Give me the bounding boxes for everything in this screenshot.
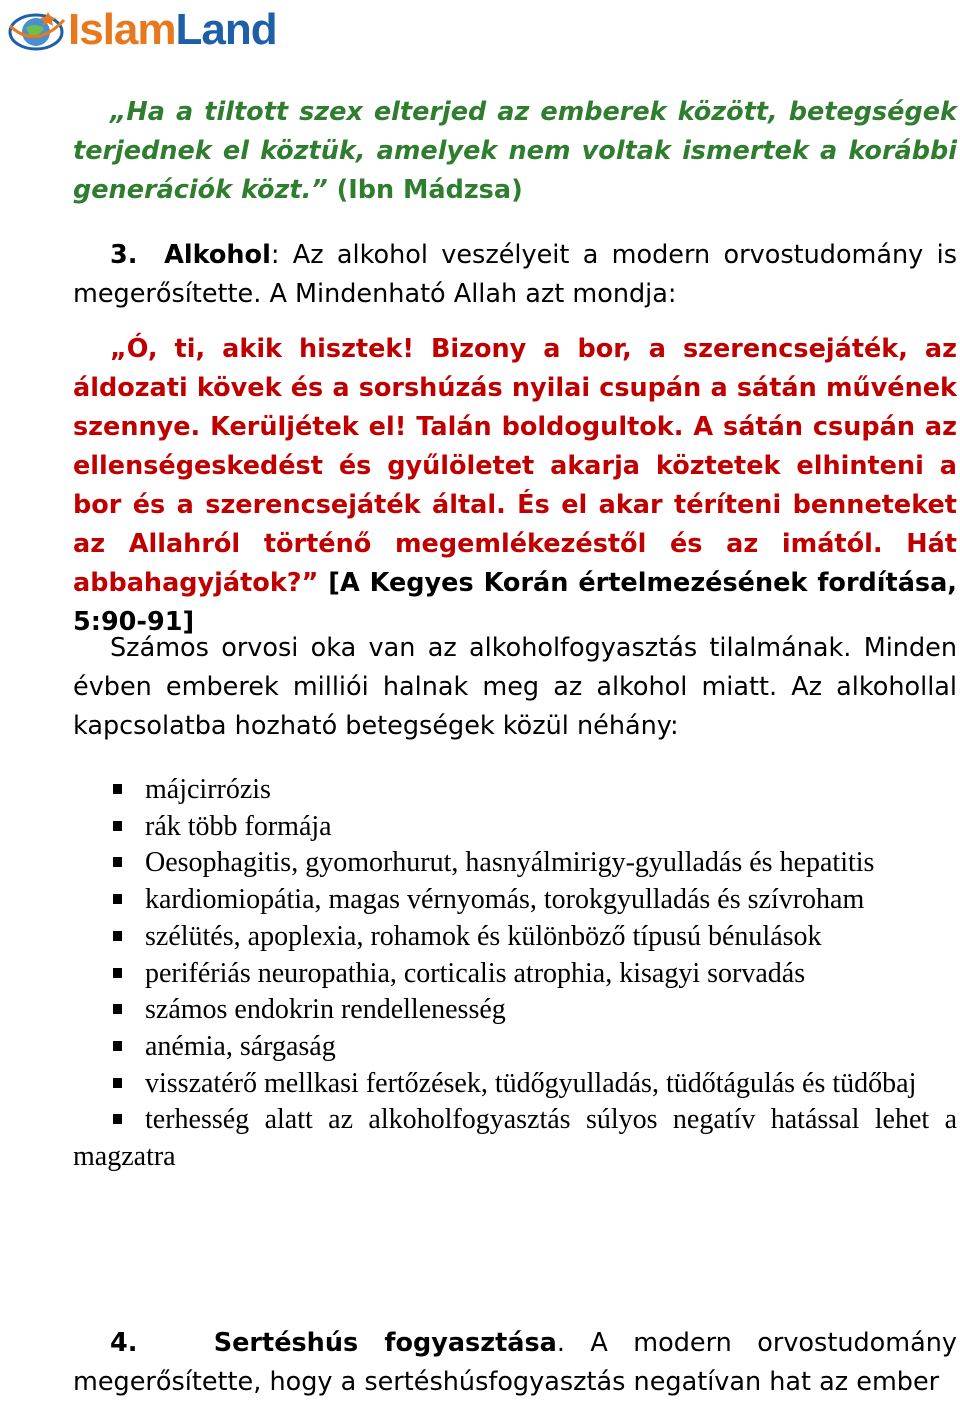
alcohol-body-text: Számos orvosi oka van az alkoholfogyasztás tilalmának. Minden évben emberek milliói halnak meg az alkohol miatt. Az alkohollal kapcsolatba hozható betegségek közül néhány: (73, 633, 957, 741)
hadith-source: (Ibn Mádzsa) (327, 175, 523, 205)
list-item: kardiomiopátia, magas vérnyomás, torokgyulladás és szívroham (73, 882, 957, 919)
square-bullet-icon (113, 857, 122, 867)
list-item: májcirrózis (73, 772, 957, 809)
logo-wordmark: IslamLand (68, 5, 277, 54)
list-item: számos endokrin rendellenesség (73, 992, 957, 1029)
islamland-logo[interactable] (6, 4, 277, 56)
square-bullet-icon (113, 968, 122, 978)
section-title-pork: Sertéshús fogyasztása (213, 1328, 557, 1358)
list-item: Oesophagitis, gyomorhurut, hasnyálmirigy-gyulladás és hepatitis (73, 845, 957, 882)
globe-logo-icon (6, 6, 66, 54)
alcohol-intro-text: : Az alkohol veszélyeit a modern orvostudomány is megerősítette. A Mindenható Allah azt mondja: (73, 240, 957, 309)
square-bullet-icon (113, 1114, 122, 1124)
section-title-alcohol: Alkohol (164, 240, 271, 270)
pork-text: . A modern orvostudomány megerősítette, hogy a sertéshúsfogyasztás negatívan hat az ember (73, 1328, 957, 1397)
section-number-3: 3. (110, 240, 138, 270)
alcohol-intro-paragraph (73, 236, 957, 314)
hadith-paragraph (73, 93, 957, 210)
list-item: rák több formája (73, 809, 957, 846)
list-item: perifériás neuropathia, corticalis atrophia, kisagyi sorvadás (73, 956, 957, 993)
hadith-quote: „Ha a tiltott szex elterjed az emberek között, betegségek terjednek el köztük, amelyek nem voltak ismertek a korábbi generációk közt.” (73, 97, 957, 205)
section-number-4: 4. (110, 1328, 138, 1358)
square-bullet-icon (113, 931, 122, 941)
square-bullet-icon (113, 1004, 122, 1014)
disease-list (73, 772, 957, 1176)
list-item: anémia, sárgaság (73, 1029, 957, 1066)
square-bullet-icon (113, 1078, 122, 1088)
square-bullet-icon (113, 1041, 122, 1051)
quran-reference: [A Kegyes Korán értelmezésének fordítása, 5:90-91] (73, 568, 957, 637)
list-item: terhesség alatt az alkoholfogyasztás súlyos negatív hatással lehet a magzatra (73, 1104, 957, 1173)
square-bullet-icon (113, 894, 122, 904)
list-item: szélütés, apoplexia, rohamok és különböző típusú bénulások (73, 919, 957, 956)
list-item: visszatérő mellkasi fertőzések, tüdőgyulladás, tüdőtágulás és tüdőbaj (73, 1066, 957, 1103)
quran-quote-paragraph (73, 330, 957, 642)
square-bullet-icon (113, 784, 122, 794)
pork-paragraph (73, 1324, 957, 1402)
alcohol-body-paragraph (73, 629, 957, 746)
quran-quote: „Ó, ti, akik hisztek! Bizony a bor, a szerencsejáték, az áldozati kövek és a sorshúzás nyilai csupán a sátán művének szennye. Kerüljétek el! Talán boldogultok. A sátán csupán az ellenségeskedést és gyűlöletet akarja köztetek elhinteni a bor és a szerencsejáték által. És el akar téríteni benneteket az Allahról történő megemlékezéstől és az imától. Hát abbahagyjátok?” (73, 334, 957, 598)
square-bullet-icon (113, 821, 122, 831)
